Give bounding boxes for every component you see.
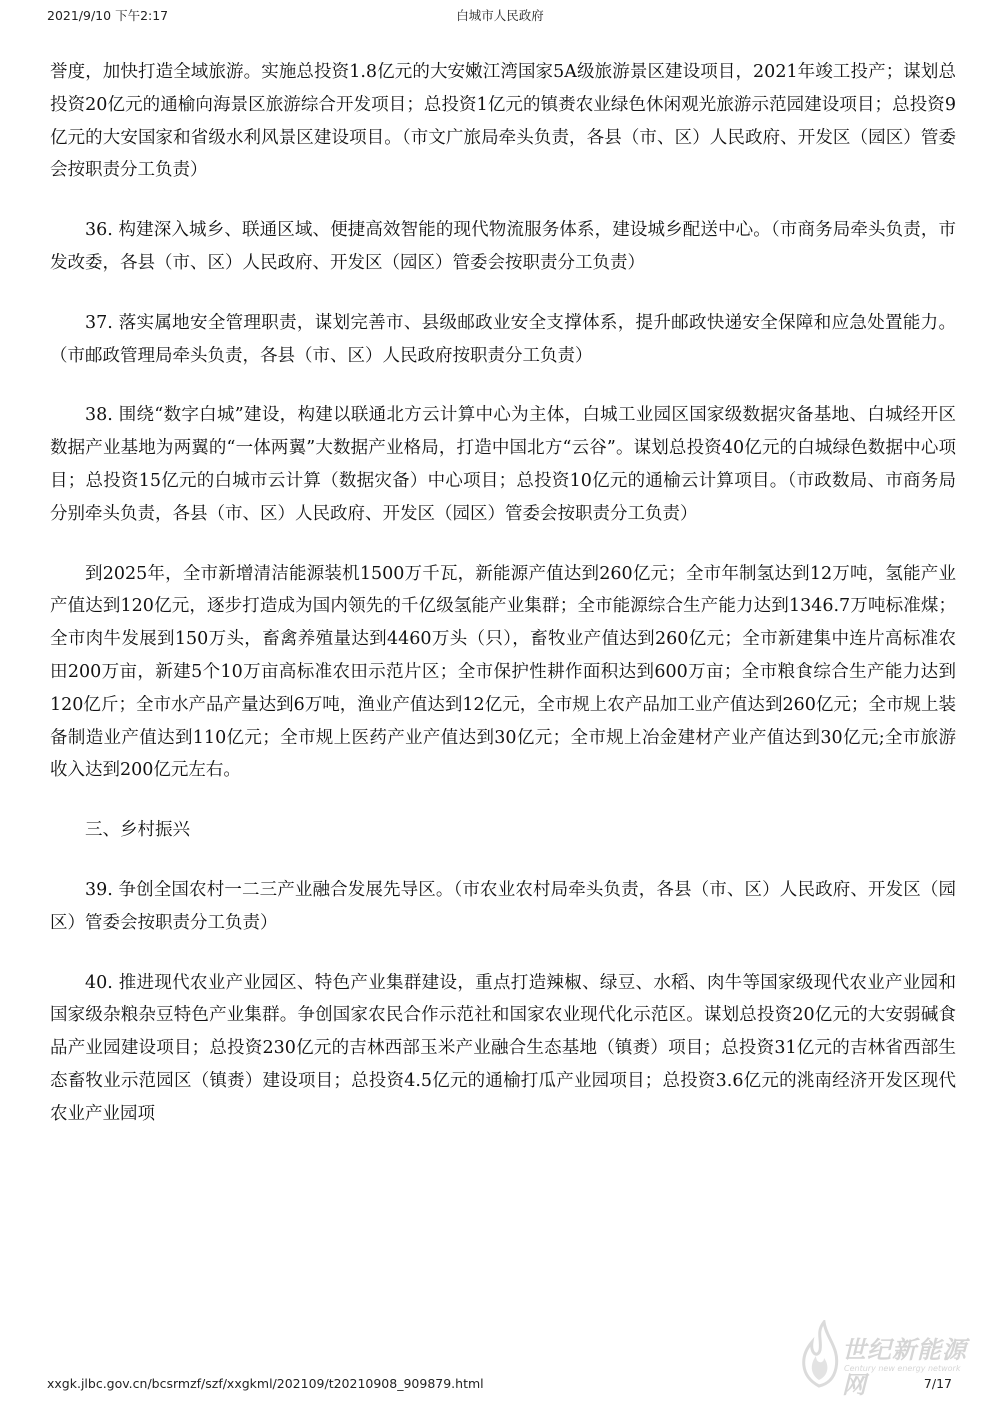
site-title: 白城市人民政府: [456, 8, 544, 23]
source-url: xxgk.jlbc.gov.cn/bcsrmzf/szf/xxgkml/202109/t20210908_909879.html: [47, 1376, 484, 1391]
paragraph-continuation: 誉度，加快打造全域旅游。实施总投资1.8亿元的大安嫩江湾国家5A级旅游景区建设项目，2021年竣工投产；谋划总投资20亿元的通榆向海景区旅游综合开发项目；总投资1亿元的镇赉农业绿色休闲观光旅游示范园建设项目；总投资9亿元的大安国家和省级水利风景区建设项目。（市文广旅局牵头负责，各县（市、区）人民政府、开发区（园区）管委会按职责分工负责）: [50, 62, 956, 181]
paragraph-item-40: 40. 推进现代农业产业园区、特色产业集群建设，重点打造辣椒、绿豆、水稻、肉牛等国家级现代农业产业园和国家级杂粮杂豆特色产业集群。争创国家农民合作示范社和国家农业现代化示范区。谋划总投资20亿元的大安弱碱食品产业园建设项目；总投资230亿元的吉林西部玉米产业融合生态基地（镇赉）项目；总投资31亿元的吉林省西部生态畜牧业示范园区（镇赉）建设项目；总投资4.5亿元的通榆打瓜产业园项目；总投资3.6亿元的洮南经济开发区现代农业产业园项: [50, 972, 956, 1124]
page-footer: [0, 1374, 1000, 1396]
section-heading-rural-revitalization: 三、乡村振兴: [85, 820, 190, 841]
paragraph-item-38: 38. 围绕“数字白城”建设，构建以联通北方云计算中心为主体，白城工业园区国家级数据灾备基地、白城经开区数据产业基地为两翼的“一体两翼”大数据产业格局，打造中国北方“云谷”。谋划总投资40亿元的白城绿色数据中心项目；总投资15亿元的白城市云计算（数据灾备）中心项目；总投资10亿元的通榆云计算项目。（市政数局、市商务局分别牵头负责，各县（市、区）人民政府、开发区（园区）管委会按职责分工负责）: [50, 405, 956, 524]
print-datetime: 2021/9/10 下午2:17: [47, 8, 169, 23]
page-header: [0, 4, 1000, 24]
document-body: [50, 56, 956, 1158]
paragraph-item-36: 36. 构建深入城乡、联通区域、便捷高效智能的现代物流服务体系，建设城乡配送中心。（市商务局牵头负责，市发改委，各县（市、区）人民政府、开发区（园区）管委会按职责分工负责）: [50, 220, 956, 273]
page-number: 7/17: [923, 1376, 952, 1391]
paragraph-item-39: 39. 争创全国农村一二三产业融合发展先导区。（市农业农村局牵头负责，各县（市、区）人民政府、开发区（园区）管委会按职责分工负责）: [50, 879, 956, 933]
watermark-subtitle: Century new energy network: [844, 1364, 961, 1373]
paragraph-item-37: 37. 落实属地安全管理职责，谋划完善市、县级邮政业安全支撑体系，提升邮政快递安全保障和应急处置能力。（市邮政管理局牵头负责，各县（市、区）人民政府按职责分工负责）: [50, 312, 956, 366]
watermark-brand: 世纪新能源网: [842, 1336, 967, 1399]
paragraph-2025-targets: 到2025年，全市新增清洁能源装机1500万千瓦，新能源产值达到260亿元；全市年制氢达到12万吨，氢能产业产值达到120亿元，逐步打造成为国内领先的千亿级氢能产业集群；全市能源综合生产能力达到1346.7万吨标准煤；全市肉牛发展到150万头，畜禽养殖量达到4460万头（只），畜牧业产值达到260亿元；全市新建集中连片高标准农田200万亩，新建5个10万亩高标准农田示范片区；全市保护性耕作面积达到600万亩；全市粮食综合生产能力达到120亿斤；全市水产品产量达到6万吨，渔业产值达到12亿元，全市规上农产品加工业产值达到260亿元；全市规上装备制造业产值达到110亿元；全市规上医药产业产值达到30亿元；全市规上冶金建材产业产值达到30亿元;全市旅游收入达到200亿元左右。: [50, 563, 956, 781]
